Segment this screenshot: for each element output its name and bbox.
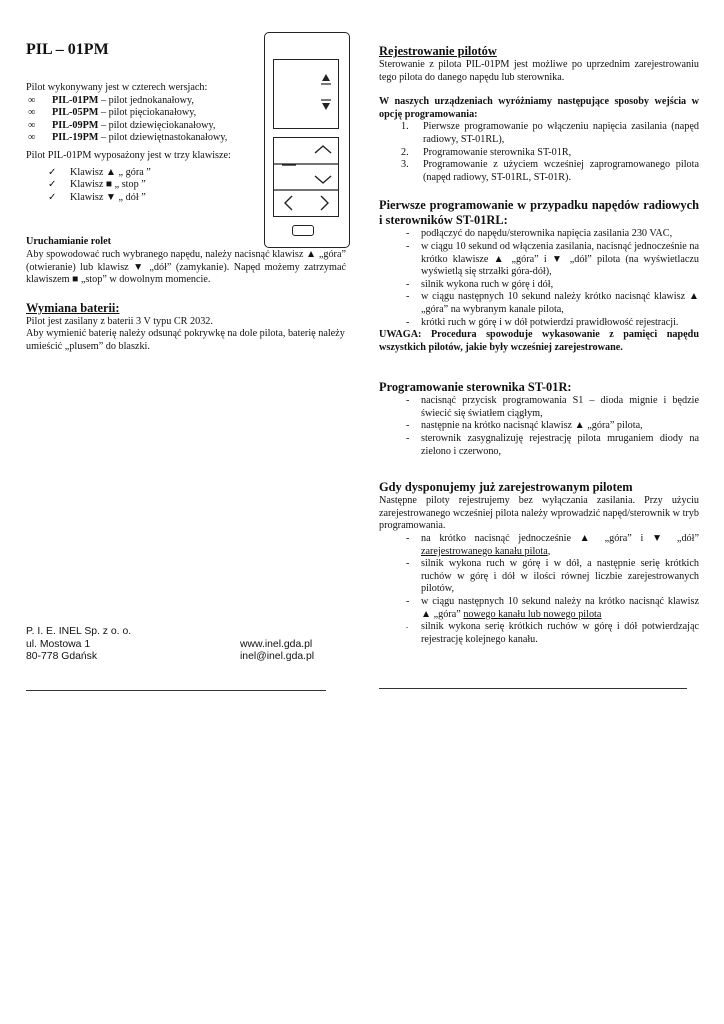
method-number: 1. — [401, 121, 409, 133]
registered-pilot-text: Następne piloty rejestrujemy bez wyłączania zasilania. Przy użyciu zarejestrowanego wcześniej pilota należy wprowadzić napęd/sterownik w tryb programowania. — [379, 495, 699, 532]
dash-bullet: - — [406, 596, 410, 607]
infinity-bullet-icon: ∞ — [28, 107, 36, 119]
step-item — [379, 317, 699, 330]
step-item — [379, 596, 699, 621]
keys-intro: Pilot PIL-01PM wyposażony jest w trzy klawisze: — [26, 149, 231, 161]
step-text: nacisnąć przycisk programowania S1 – dioda mignie i będzie świecić się światłem ciągłym, — [421, 395, 699, 419]
dash-bullet: - — [406, 533, 410, 545]
warning-text: UWAGA: Procedura spowoduje wykasowanie z pamięci napędu wszystkich pilotów, jakie były wcześniej zarejestrowane. — [379, 329, 699, 353]
dash-bullet: - — [406, 433, 410, 445]
battery-text-1: Pilot jest zasilany z baterii 3 V typu CR 2032. — [26, 315, 213, 327]
step-text: podłączyć do napędu/sterownika napięcia zasilania 230 VAC, — [421, 228, 673, 240]
key-label: Klawisz ▼ „ dół ” — [70, 191, 146, 203]
registration-text: Sterowanie z pilota PIL-01PM jest możliwe po uprzednim zarejestrowaniu tego pilota do danego napędu lub sterownika. — [379, 59, 699, 83]
method-number: 2. — [401, 146, 409, 158]
battery-text-2: Aby wymienić baterię należy odsunąć pokrywkę na dole pilota, baterię należy umieścić „plusem” do blaszki. — [26, 328, 345, 352]
version-model: PIL-19PM — [52, 132, 99, 144]
method-text: Programowanie sterownika ST-01R, — [423, 146, 572, 158]
launch-heading: Uruchamianie rolet — [26, 236, 111, 248]
method-text: Programowanie z użyciem wcześniej zaprogramowanego pilota (napęd radiowy, ST-01RL, ST-01R). — [423, 159, 699, 183]
footer — [26, 626, 326, 664]
step-text-underlined: zarejestrowanego kanału pilota — [421, 545, 548, 557]
versions-intro: Pilot wykonywany jest w czterech wersjach: — [26, 82, 208, 93]
right-divider — [379, 688, 687, 689]
first-programming-heading: Pierwsze programowanie w przypadku napędów radiowych i sterowników ST-01RL: — [379, 198, 699, 228]
version-desc: – pilot jednokanałowy, — [98, 94, 194, 106]
key-label: Klawisz ▲ „ góra ” — [70, 166, 151, 178]
methods-intro: W naszych urządzeniach wyróżniamy następujące sposoby wejścia w opcję programowania: — [379, 96, 699, 120]
step-text: silnik wykona ruch w górę i dół, — [421, 278, 554, 290]
dash-bullet: - — [406, 228, 410, 240]
check-icon: ✓ — [48, 179, 57, 191]
step-text: na krótko nacisnąć jednocześnie ▲ „góra” i ▼ „dół” — [421, 533, 699, 545]
up-down-arrows-icon — [274, 60, 338, 128]
st01r-heading: Programowanie sterownika ST-01R: — [379, 380, 572, 395]
step-text: krótki ruch w górę i w dół potwierdzi prawidłowość rejestracji. — [421, 316, 679, 328]
method-item — [379, 147, 699, 160]
dash-bullet: - — [406, 240, 410, 252]
registration-heading: Rejestrowanie pilotów — [379, 44, 497, 58]
check-icon: ✓ — [48, 166, 57, 178]
registered-pilot-steps — [379, 533, 699, 646]
dash-bullet: - — [406, 291, 410, 303]
left-divider — [26, 690, 326, 691]
battery-heading: Wymiana baterii: — [26, 300, 120, 315]
city: 80-778 Gdańsk — [26, 651, 98, 663]
website[interactable]: www.inel.gda.pl — [240, 638, 313, 650]
st01r-steps — [379, 395, 699, 458]
step-item — [379, 279, 699, 292]
method-number: 3. — [401, 159, 409, 171]
step-item — [379, 433, 699, 458]
dash-bullet: - — [406, 395, 410, 407]
dash-bullet: - — [406, 316, 410, 328]
chevron-left-icon — [285, 196, 292, 210]
infinity-bullet-icon: ∞ — [28, 94, 36, 106]
remote-bottom-button — [292, 225, 314, 236]
version-desc: – pilot dziewięciokanałowy, — [98, 119, 216, 131]
step-text: w ciągu następnych 10 sekund należy krótko nacisnąć klawisz ▲ „góra” na wybranym kanale pilota, — [421, 291, 699, 315]
page-title: PIL – 01PM — [26, 41, 109, 58]
infinity-bullet-icon: ∞ — [28, 132, 36, 144]
right-column — [379, 44, 699, 646]
methods-list — [379, 121, 699, 184]
version-model: PIL-09PM — [52, 119, 99, 131]
step-text-underlined: nowego kanału lub nowego pilota — [463, 608, 602, 620]
chevron-down-icon — [315, 176, 331, 183]
remote-buttons-svg — [274, 138, 338, 216]
dash-bullet: - — [406, 278, 410, 290]
step-text: silnik wykona serię krótkich ruchów w górę i dół potwierdzając rejestrację kolejnego kanału. — [421, 621, 699, 645]
step-item — [379, 228, 699, 241]
registered-pilot-heading: Gdy dysponujemy już zarejestrowanym pilotem — [379, 480, 633, 495]
launch-text: Aby spowodować ruch wybranego napędu, należy nacisnąć klawisz ▲ „góra” (otwieranie) lub klawisz ▼ „dół” (zamykanie). Napęd możemy zatrzymać klawiszem ■ „stop” w dowolnym momencie. — [26, 248, 346, 286]
step-text: , — [547, 545, 551, 557]
version-desc: – pilot pięciokanałowy, — [98, 107, 197, 119]
check-icon: ✓ — [48, 191, 57, 203]
step-item — [379, 291, 699, 316]
step-item — [379, 621, 699, 646]
remote-button-panel — [273, 137, 339, 217]
remote-illustration — [264, 32, 350, 248]
dash-bullet: - — [406, 420, 410, 432]
step-item — [379, 241, 699, 279]
chevron-right-icon — [321, 196, 328, 210]
step-text: silnik wykona ruch w górę i w dół, a następnie serię krótkich ruchów w górę i dół w ilości równej liczbie zarejestrowanych pilotów, — [421, 558, 699, 595]
email[interactable]: inel@inel.gda.pl — [240, 651, 315, 663]
step-text: sterownik zasygnalizuję rejestrację pilota mruganiem diody na zielono i czerwono, — [421, 433, 699, 457]
step-item — [379, 395, 699, 420]
step-item — [379, 533, 699, 558]
infinity-bullet-icon: ∞ — [28, 119, 36, 131]
remote-display — [273, 59, 339, 129]
method-item — [379, 159, 699, 184]
street: ul. Mostowa 1 — [26, 638, 91, 650]
dash-bullet: - — [406, 623, 409, 632]
step-text: w ciągu następnych 10 sekund należy na krótko nacisnąć klawisz ▲ „góra” — [421, 596, 699, 620]
method-item — [379, 121, 699, 146]
chevron-up-icon — [315, 146, 331, 153]
city-row — [26, 651, 326, 664]
method-text: Pierwsze programowanie po włączeniu napięcia zasilania (napęd radiowy, ST-01RL), — [423, 121, 699, 145]
first-programming-steps — [379, 228, 699, 329]
key-label: Klawisz ■ „ stop ” — [70, 179, 146, 191]
step-item — [379, 420, 699, 433]
company-name: P. I. E. INEL Sp. z o. o. — [26, 626, 132, 637]
version-model: PIL-01PM — [52, 94, 99, 106]
dash-bullet: - — [406, 558, 410, 570]
version-model: PIL-05PM — [52, 107, 99, 119]
step-text: w ciągu 10 sekund od włączenia zasilania, nacisnąć jednocześnie na krótko klawisze ▲ „góra” i ▼ „dół” pilota (na wyświetlaczu wyświetlą się strzałki góra-dół), — [421, 240, 699, 278]
address-row — [26, 639, 326, 652]
version-desc: – pilot dziewiętnastokanałowy, — [98, 132, 228, 144]
step-text: następnie na krótko nacisnąć klawisz ▲ „góra” pilota, — [421, 420, 643, 432]
step-item — [379, 558, 699, 596]
